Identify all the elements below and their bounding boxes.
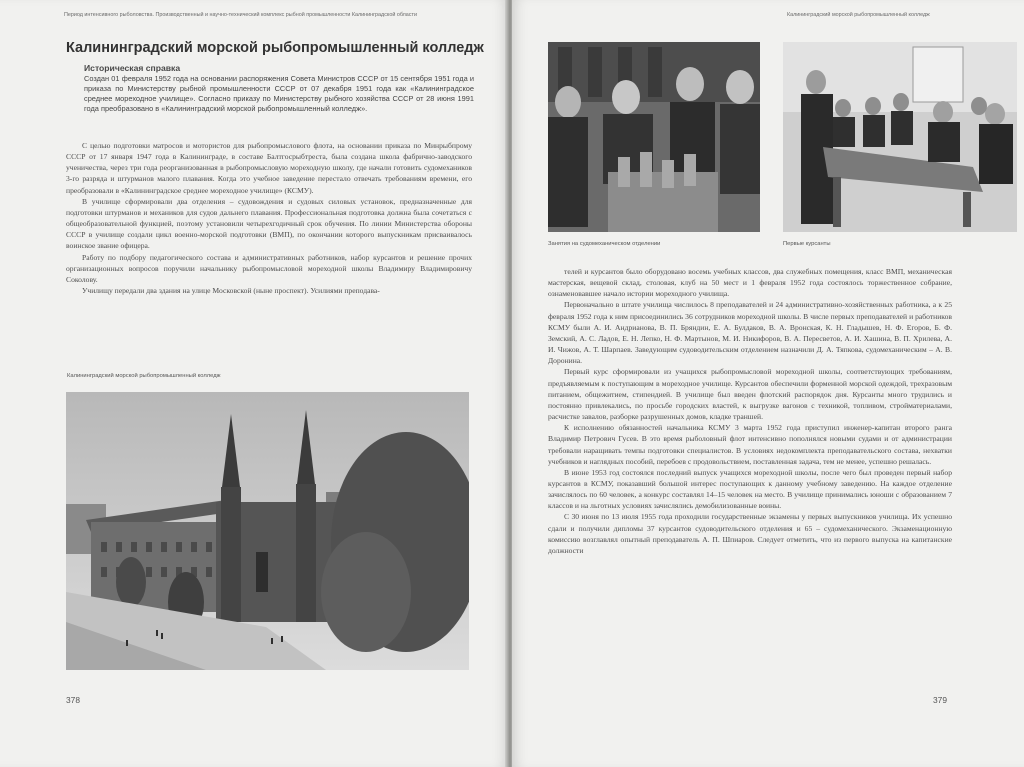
paragraph: Первоначально в штате училища числилось 8 преподавателей и 24 административно-хозяйственных работника, а к 25 февраля 1952 года к ним присоединились 36 сотрудников мореходной школы. В числе первых преподавателей и работников КСМУ были А. И. Андрианова, В. П. Бряндин, Е. А. Булдаков, В. А. Вронская, К. Н. Гладышев, Н. Ф. Егоров, Б. Ф. Земский, А. С. Ладов, Е. Н. Лепко, Н. Ф. Мартынов, М. И. Никифоров, В. А. Пересветов, А. И. Хашина, В. П. Хрилева, А. И. Чижов, А. Т. Шарпаев. Заведующим судоводительским отделением назначили Д. А. Тяпкова, судомеханическим – А. В. Доронина.	[548, 300, 952, 366]
paragraph: Первый курс сформировали из учащихся рыбопромысловой мореходной школы, соответствующих требованиям, предъявляемым к поступающим в мореходное училище. Курсантов обеспечили форменной морской одеждой, трехразовым питанием, общежитием, стипендией. В училище был введен флотский распорядок дня. Курсанты много трудились и постоянно привлекались, по просьбе городских властей, к выгрузке вагонов с техникой, топливом, стройматериалами, расчистке завалов, разборке разрушенных домов, кладке траншей.	[548, 367, 952, 422]
paragraph: К исполнению обязанностей начальника КСМУ 3 марта 1952 года приступил инженер-капитан второго ранга Владимир Петрович Гусев. В это время рыболовный флот интенсивно пополнялся новыми судами и от администрации требовали наращивать темпы подготовки специалистов. В условиях недокомплекта преподавательского состава, нехватки учебников и наглядных пособий, перебоев с продовольствием, поставленная задача, тем не менее, успешно решалась.	[548, 423, 952, 466]
left-page	[0, 0, 508, 767]
paragraph: Работу по подбору педагогического состава и административных работников, набор курсантов и решение прочих организационных вопросов поручили начальнику рыбопромысловой мореходной школы Владимиру Владимировичу Соколову.	[66, 252, 472, 284]
paragraph: В июне 1953 год состоялся последний выпуск учащихся мореходной школы, после чего был проведен первый набор курсантов в КСМУ, показавший большой интерес поступающих к данному учебному заведению. На каждое отделение зачислялось по 60 человек, а конкурс составлял 14–15 человек на место. В училище принимались юноши с образованием 7 классов и на льготных условиях зачислялись демобилизованные воины.	[548, 467, 952, 511]
historical-note-heading: Историческая справка	[84, 63, 181, 73]
paragraph: Училищу передали два здания на улице Московской (ныне проспект). Усилиями преподава-	[82, 286, 380, 296]
first-cadets-photo	[783, 42, 1017, 232]
workshop-photo-caption: Занятия на судомеханическом отделении	[548, 241, 661, 247]
paragraph: В училище сформировали два отделения – судовождения и судовых силовых установок, предназначенные для подготовки штурманов и механиков для судов дальнего плавания. Профессиональная подготовка должна была сочетаться с общеобразовательной функцией, поэтому установили четырехгодичный срок обучения. По линии Министерства обороны СССР в училище создали цикл военно-морской подготовки (ВМП), по окончании которого выпускникам присваивалось воинское звание офицера.	[66, 196, 472, 251]
right-body-text	[548, 266, 952, 556]
historical-note-text: Создан 01 февраля 1952 года на основании распоряжения Совета Министров СССР от 15 сентября 1951 года и приказа по Министерству рыбной промышленности СССР от 07 декабря 1951 года как «Калининградское среднее мореходное училище». Согласно приказу по Министерству рыбного хозяйства СССР от 28 июня 1991 года преобразовано в «Калининградский морской рыбопромышленный колледж».	[84, 74, 474, 113]
workshop-lesson-photo	[548, 42, 760, 232]
chapter-title: Калининградский морской рыбопромышленный колледж	[66, 40, 484, 56]
page-number-left: 378	[66, 695, 80, 705]
paragraph: телей и курсантов было оборудовано восемь учебных классов, два служебных помещения, класс ВМП, механическая мастерская, вещевой склад, столовая, клуб на 50 мест и 1 февраля 1952 года состоялось торжественное собрание, ознаменовавшее начало истории мореходного училища.	[548, 267, 952, 299]
left-running-head: Период интенсивного рыболовства. Производственный и научно-технический комплекс рыбной промышленности Калининградской области	[64, 12, 417, 18]
paragraph: С 30 июня по 13 июля 1955 года проходили государственные экзамены у первых выпускников училища. Их успешно сдали и получили дипломы 37 курсантов судоводительского отделения и 65 – судомеханического. Экзаменационную комиссию возглавлял опытный преподаватель А. П. Шпиаров. Следует отметить, что из первого выпуска на капитанские должности	[548, 512, 952, 555]
paragraph: С целью подготовки матросов и мотористов для рыбопромыслового флота, на основании приказа по Минрыбпрому СССР от 17 января 1947 года в Калининграде, в составе Балтгосрыбтреста, была создана школа фабрично-заводского ученичества, через три года реорганизованная в рыбопромысловую мореходную школу, где начали готовить судомехаников 3-го разряда и штурманов малого плавания. Когда это учебное заведение перестало отвечать требованиям времени, его преобразовали в «Калининградское среднее мореходное училище» (КСМУ).	[66, 141, 472, 195]
college-photo-caption: Калининградский морской рыбопромышленный колледж	[67, 373, 221, 379]
cadets-photo-caption: Первые курсанты	[783, 241, 831, 247]
left-body-text	[66, 140, 472, 296]
right-page	[512, 0, 1024, 767]
college-building-photo	[66, 392, 469, 670]
right-running-head: Калининградский морской рыбопромышленный колледж	[787, 12, 930, 18]
page-number-right: 379	[933, 695, 947, 705]
